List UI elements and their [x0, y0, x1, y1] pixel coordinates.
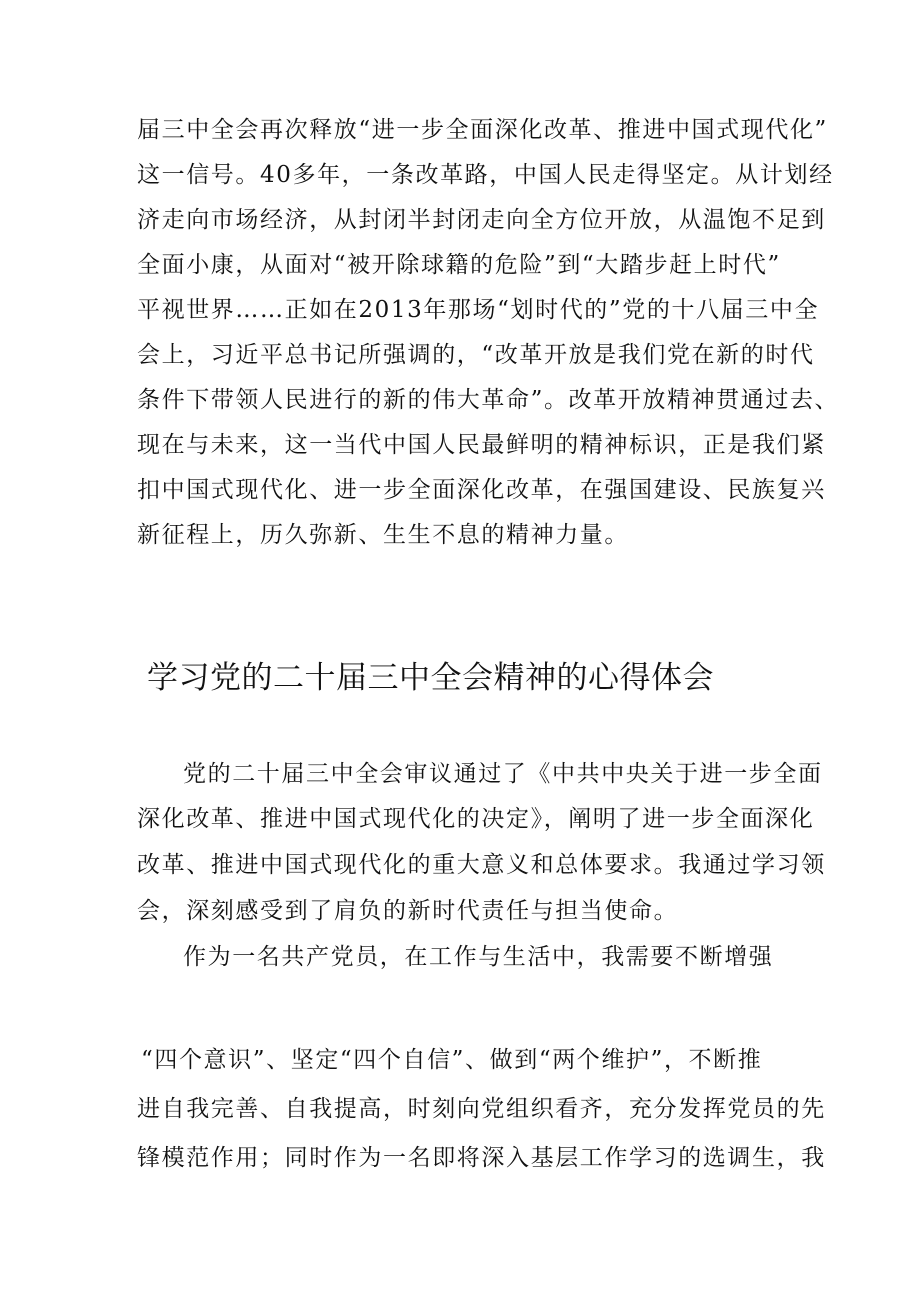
paragraph-line: 平视世界……正如在2013年那场“划时代的”党的十八届三中全	[137, 297, 820, 323]
paragraph-line: 新征程上，历久弥新、生生不息的精神力量。	[137, 522, 629, 548]
section-heading: 学习党的二十届三中全会精神的心得体会	[147, 660, 714, 696]
paragraph-line: 条件下带领人民进行的新的伟大革命”。改革开放精神贯通过去、	[137, 387, 840, 413]
paragraph-line: 济走向市场经济，从封闭半封闭走向全方位开放，从温饱不足到	[137, 207, 826, 233]
paragraph-line: 改革、推进中国式现代化的重大意义和总体要求。我通过学习领	[137, 852, 826, 878]
paragraph-line: 作为一名共产党员，在工作与生活中，我需要不断增强	[183, 944, 774, 970]
paragraph-line: 扣中国式现代化、进一步全面深化改革，在强国建设、民族复兴	[137, 477, 826, 503]
paragraph-line: 届三中全会再次释放“进一步全面深化改革、推进中国式现代化”	[137, 117, 828, 143]
paragraph-line: 深化改革、推进中国式现代化的决定》，阐明了进一步全面深化	[137, 806, 815, 832]
paragraph-line: 锋模范作用；同时作为一名即将深入基层工作学习的选调生，我	[137, 1145, 826, 1171]
paragraph-line: 会上，习近平总书记所强调的，“改革开放是我们党在新的时代	[137, 342, 815, 368]
paragraph-line: 进自我完善、自我提高，时刻向党组织看齐，充分发挥党员的先	[137, 1096, 826, 1122]
paragraph-line: 现在与未来，这一当代中国人民最鲜明的精神标识，正是我们紧	[137, 432, 826, 458]
paragraph-line: “四个意识”、坚定“四个自信”、做到“两个维护”，不断推	[141, 1047, 763, 1073]
paragraph-line: 党的二十届三中全会审议通过了《中共中央关于进一步全面	[183, 761, 823, 787]
paragraph-line: 会，深刻感受到了肩负的新时代责任与担当使命。	[137, 898, 679, 924]
paragraph-line: 全面小康，从面对“被开除球籍的危险”到“大踏步赶上时代”	[137, 252, 781, 278]
paragraph-line: 这一信号。40多年，一条改革路，中国人民走得坚定。从计划经	[137, 162, 834, 188]
